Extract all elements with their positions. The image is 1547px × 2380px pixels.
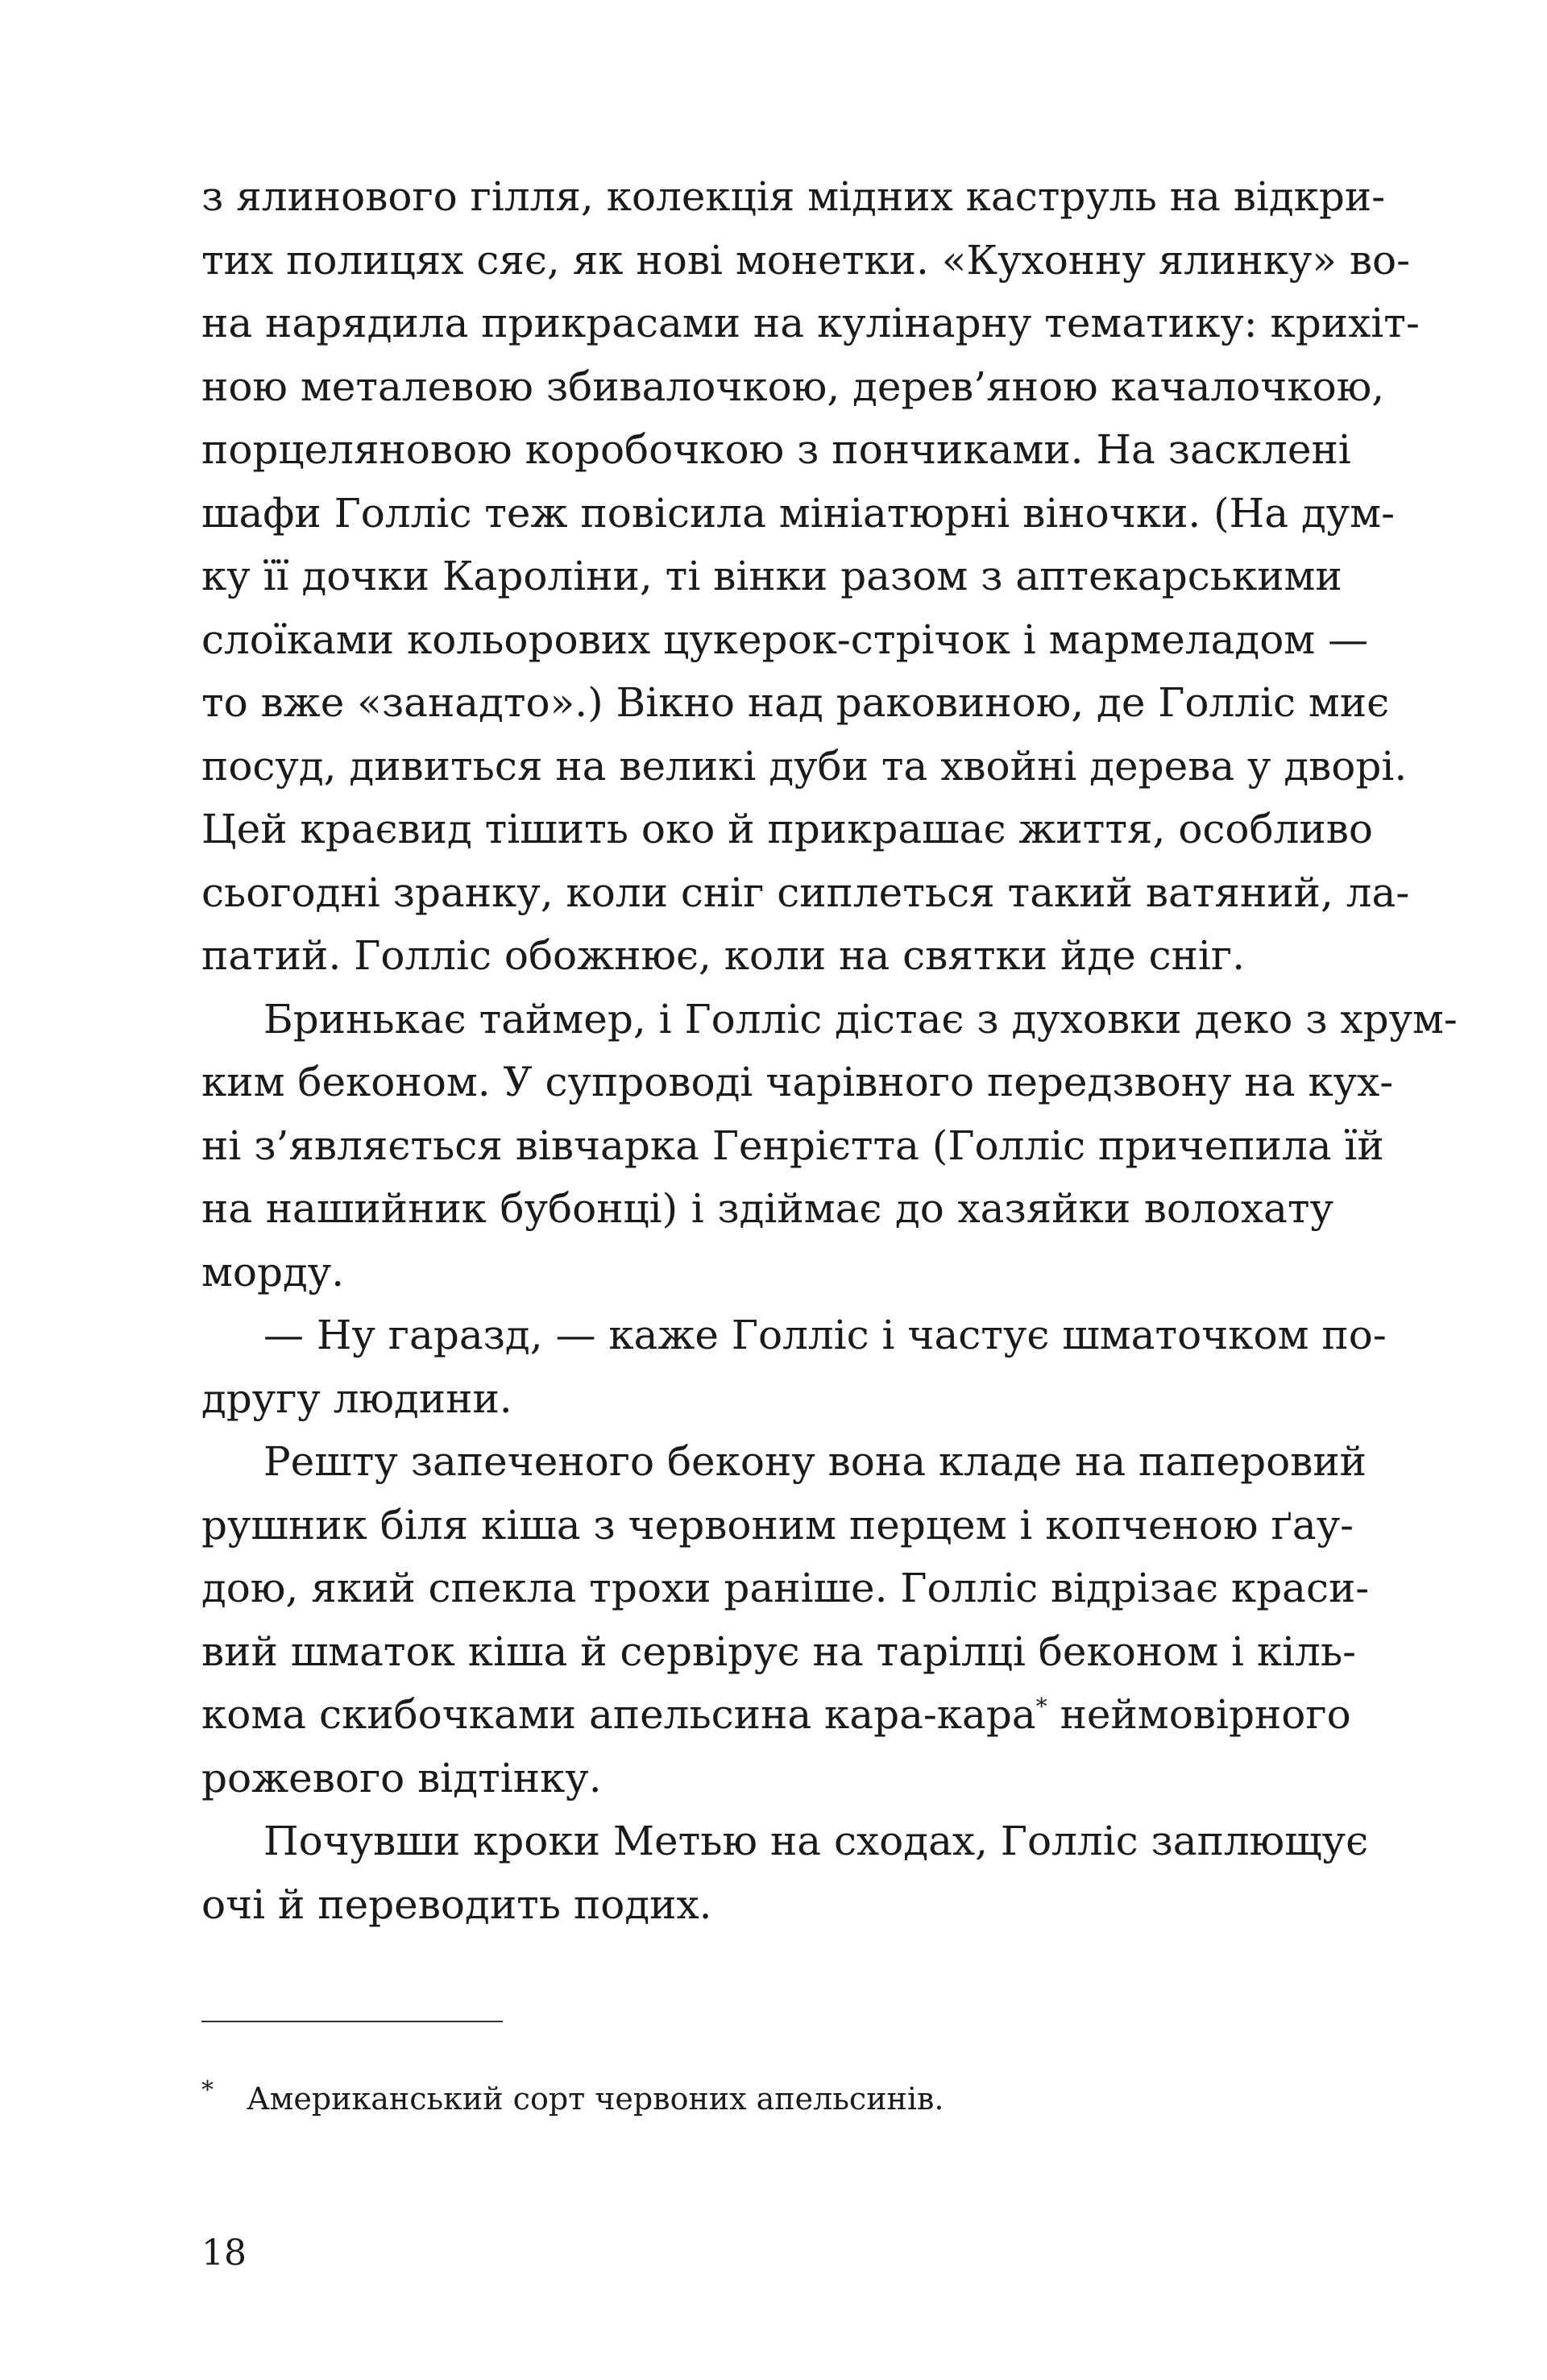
text-line: на нашийник бубонці) і здіймає до хазяйки волохату [201, 1185, 1333, 1232]
text-line: то вже «занадто».) Вікно над раковиною, де Голліс миє [201, 679, 1390, 726]
text-line: рожевого відтінку. [201, 1754, 602, 1802]
text-line: сьогодні зранку, коли сніг сиплеться такий ватяний, ла- [201, 869, 1410, 916]
footnote-separator [201, 2021, 503, 2022]
text-line-tail: неймовірного [1047, 1691, 1351, 1738]
text-line: ною металевою збивалочкою, дерев’яною качалочкою, [201, 363, 1385, 410]
text-line: шафи Голліс теж повісила мініатюрні віночки. (На дум- [201, 489, 1395, 537]
text-line-with-footnote [201, 1683, 1351, 1747]
text-line: Цей краєвид тішить око й прикрашає життя, особливо [201, 806, 1373, 852]
text-line: ні з’являється вівчарка Генрієтта (Голліс причепила їй [201, 1122, 1384, 1169]
footnote-reference[interactable]: * [1035, 1693, 1047, 1720]
footnote-text: Американський сорт червоних апельсинів. [247, 2081, 944, 2117]
text-line: патий. Голліс обожнює, коли на святки йде сніг. [201, 932, 1245, 979]
text-line: Бринькає таймер, і Голліс дістає з духовки деко з хрум- [263, 995, 1458, 1043]
text-line: дою, який спекла трохи раніше. Голліс відрізає краси- [201, 1565, 1370, 1611]
text-line: — Ну гаразд, — каже Голліс і частує шматочком по- [263, 1312, 1387, 1358]
text-line: з ялинового гілля, колекція мідних каструль на відкри- [201, 173, 1386, 220]
text-line: тих полицях сяє, як нові монетки. «Кухонну ялинку» во- [201, 236, 1411, 284]
text-line: посуд, дивиться на великі дуби та хвойні дерева у дворі. [201, 742, 1408, 790]
text-line: Почувши кроки Метью на сходах, Голліс заплющує [263, 1818, 1369, 1864]
text-line: на нарядила прикрасами на кулінарну тематику: крихіт- [201, 300, 1420, 346]
text-line: вий шматок кіша й сервірує на тарілці беконом і кіль- [201, 1627, 1357, 1675]
text-line: Решту запеченого бекону вона кладе на паперовий [263, 1438, 1367, 1485]
page-number: 18 [201, 2233, 247, 2274]
body-text [201, 165, 1458, 1936]
text-line-head: кома скибочками апельсина кара-кара [201, 1691, 1036, 1738]
text-line: слоїками кольорових цукерок-стрічок і мармеладом — [201, 616, 1369, 663]
footnote [201, 2076, 944, 2119]
text-line: рушник біля кіша з червоним перцем і копченою ґау- [201, 1501, 1354, 1549]
text-line: ку її дочки Кароліни, ті вінки разом з аптекарськими [201, 553, 1342, 599]
text-line: другу людини. [201, 1375, 512, 1422]
text-line: морду. [201, 1248, 345, 1296]
text-line: очі й переводить подих. [201, 1880, 712, 1928]
footnote-marker: * [201, 2076, 214, 2104]
text-line: порцеляновою коробочкою з пончиками. На засклені [201, 426, 1351, 473]
text-line: ким беконом. У супроводі чарівного передзвону на кух- [201, 1059, 1394, 1105]
